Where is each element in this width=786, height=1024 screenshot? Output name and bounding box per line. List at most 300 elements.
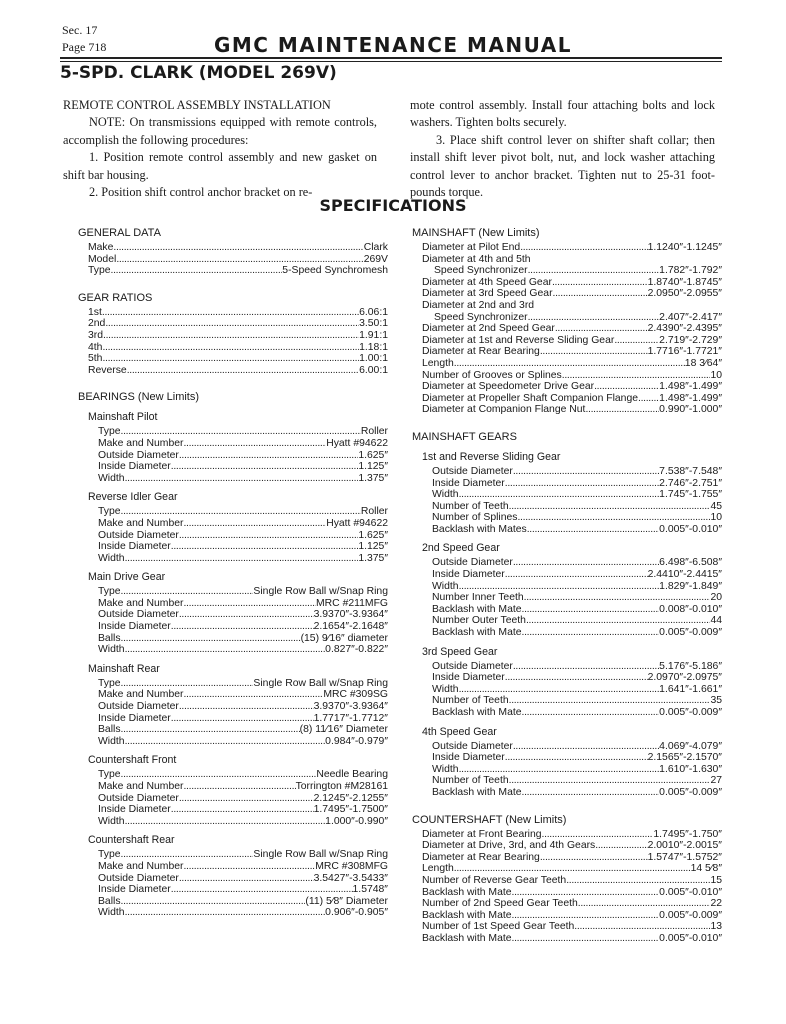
dot-leader xyxy=(595,840,647,852)
dot-leader xyxy=(125,553,359,565)
spec-label: Number Inner Teeth xyxy=(432,592,524,604)
spec-label: Width xyxy=(98,472,125,484)
spec-value: 2.1654″-2.1648″ xyxy=(313,621,388,633)
spec-label: Backlash with Mate xyxy=(422,909,512,921)
spec-row xyxy=(432,752,722,764)
spec-label: Width xyxy=(432,489,459,501)
dot-leader xyxy=(179,793,314,805)
spec-label: Outside Diameter xyxy=(432,465,513,477)
spec-value: 0.005″-0.010″ xyxy=(659,523,722,535)
spec-label: Balls xyxy=(98,724,121,736)
spec-label: Diameter at Rear Bearing xyxy=(422,851,540,863)
spec-row xyxy=(432,775,722,787)
spec-row xyxy=(422,898,722,910)
spec-label: Inside Diameter xyxy=(98,804,171,816)
dot-leader xyxy=(121,896,306,908)
dot-leader xyxy=(540,346,648,358)
spec-rows xyxy=(78,242,388,277)
spec-row xyxy=(432,466,722,478)
spec-rows xyxy=(412,242,722,416)
spec-value: 1.375″ xyxy=(358,472,388,484)
dot-leader xyxy=(528,265,660,277)
spec-label: Inside Diameter xyxy=(432,752,505,764)
spec-row xyxy=(432,592,722,604)
spec-row xyxy=(422,875,722,887)
spec-value: 35 xyxy=(710,695,722,707)
spec-group-heading: Main Drive Gear xyxy=(88,571,166,584)
dot-leader xyxy=(459,684,660,696)
spec-value: Needle Bearing xyxy=(316,769,388,781)
spec-label: Speed Synchronizer xyxy=(434,265,528,277)
dot-leader xyxy=(505,752,648,764)
spec-label: Diameter at Propeller Shaft Companion Flange xyxy=(422,392,639,404)
spec-label: Backlash with Mates xyxy=(432,523,527,535)
spec-label: 5th xyxy=(88,353,103,365)
spec-value: 0.984″-0.979″ xyxy=(325,735,388,747)
spec-value: 5.176″-5.186″ xyxy=(659,660,722,672)
spec-value: 1.641″-1.661″ xyxy=(659,683,722,695)
spec-value: 2.4390″-2.4395″ xyxy=(647,323,722,335)
dot-leader xyxy=(594,381,659,393)
spec-label: Backlash with Mate xyxy=(432,627,522,639)
dot-leader xyxy=(179,530,358,542)
spec-value: 1.7495″-1.7500″ xyxy=(313,804,388,816)
dot-leader xyxy=(522,707,660,719)
spec-group-heading: 2nd Speed Gear xyxy=(422,542,500,555)
dot-leader xyxy=(121,724,300,736)
spec-label: Width xyxy=(432,763,459,775)
spec-value: 0.990″-1.000″ xyxy=(659,404,722,416)
spec-row xyxy=(432,604,722,616)
spec-label: Inside Diameter xyxy=(98,541,171,553)
dot-leader xyxy=(171,804,314,816)
spec-value: 1.498″-1.499″ xyxy=(659,392,722,404)
spec-row xyxy=(98,553,388,565)
spec-label: Reverse xyxy=(88,364,127,376)
spec-label: Type xyxy=(98,506,121,518)
spec-row xyxy=(432,695,722,707)
spec-row xyxy=(422,829,722,841)
spec-value: Single Row Ball w/Snap Ring xyxy=(253,849,388,861)
dot-leader xyxy=(179,609,314,621)
dot-leader xyxy=(171,713,314,725)
spec-section-heading: BEARINGS (New Limits) xyxy=(78,391,200,404)
body-text-left xyxy=(63,97,377,201)
spec-row xyxy=(88,254,388,266)
spec-row xyxy=(432,627,722,639)
spec-value: 1.00:1 xyxy=(359,353,388,365)
spec-label: Backlash with Mate xyxy=(432,707,522,718)
dot-leader xyxy=(105,318,359,330)
dot-leader xyxy=(102,307,359,319)
dot-leader xyxy=(520,242,647,254)
spec-rows xyxy=(78,426,388,484)
dot-leader xyxy=(522,627,660,639)
spec-value: 6.00:1 xyxy=(359,364,388,376)
dot-leader xyxy=(125,907,326,919)
spec-row xyxy=(422,335,722,347)
spec-row xyxy=(98,644,388,656)
spec-row xyxy=(98,804,388,816)
dot-leader xyxy=(512,887,660,899)
spec-row xyxy=(98,861,388,873)
spec-row xyxy=(432,707,722,719)
spec-label: Balls xyxy=(98,895,121,907)
spec-label: Make and Number xyxy=(98,689,184,701)
dot-leader xyxy=(513,661,659,673)
dot-leader xyxy=(113,242,363,254)
body-paragraph: mote control assembly. Install four attaching bolts and lock washers. Tighten bolts securely. xyxy=(410,98,715,130)
dot-leader xyxy=(614,335,659,347)
spec-value: Roller xyxy=(360,506,388,518)
spec-label: Outside Diameter xyxy=(98,701,179,713)
spec-value: 1.7716″-1.7721″ xyxy=(647,346,722,358)
dot-leader xyxy=(183,438,326,450)
dot-leader xyxy=(127,365,359,377)
spec-row xyxy=(432,581,722,593)
spec-label: Number of Teeth xyxy=(432,775,509,787)
spec-value: 1.7495″-1.750″ xyxy=(653,828,722,840)
spec-label: Diameter at Drive, 3rd, and 4th Gears xyxy=(422,840,596,852)
spec-label: Inside Diameter xyxy=(432,569,505,581)
spec-value: 1.625″ xyxy=(358,449,388,461)
spec-rows xyxy=(78,678,388,748)
spec-section-heading: COUNTERSHAFT (New Limits) xyxy=(412,813,567,826)
dot-leader xyxy=(171,541,359,553)
spec-row xyxy=(98,781,388,793)
spec-label: Number of Teeth xyxy=(432,695,509,707)
body-paragraph: 1. Position remote control assembly and new gasket on shift bar housing. xyxy=(63,150,377,182)
dot-leader xyxy=(103,330,359,342)
spec-value: 2.0950″-2.0955″ xyxy=(647,288,722,300)
spec-label: Make and Number xyxy=(98,597,184,609)
page-number: Page 718 xyxy=(62,40,107,54)
dot-leader xyxy=(578,898,711,910)
spec-row xyxy=(422,840,722,852)
dot-leader xyxy=(505,478,659,490)
spec-label: Outside Diameter xyxy=(432,660,513,672)
dot-leader xyxy=(524,592,711,604)
dot-leader xyxy=(542,829,654,841)
spec-section-heading: GENERAL DATA xyxy=(78,227,161,239)
spec-label: Inside Diameter xyxy=(98,884,171,896)
spec-column-left xyxy=(78,226,388,919)
spec-row xyxy=(422,852,722,864)
dot-leader xyxy=(512,910,660,922)
spec-value: 1.5748″ xyxy=(352,884,388,896)
spec-section-heading: GEAR RATIOS xyxy=(78,291,153,304)
spec-value: 0.005″-0.009″ xyxy=(659,909,722,921)
spec-label: Diameter at Pilot End xyxy=(422,242,521,253)
dot-leader xyxy=(526,615,710,627)
spec-label: 3rd xyxy=(88,329,104,341)
spec-rows xyxy=(412,829,722,945)
spec-rows xyxy=(412,557,722,638)
header-rule xyxy=(60,57,722,59)
dot-leader xyxy=(553,288,648,300)
spec-group-heading: Countershaft Front xyxy=(88,754,177,767)
spec-value: 1.125″ xyxy=(358,461,388,473)
spec-value: 0.005″-0.009″ xyxy=(659,786,722,798)
spec-row xyxy=(422,288,722,300)
dot-leader xyxy=(509,501,711,513)
spec-label: Inside Diameter xyxy=(432,672,505,684)
dot-leader xyxy=(540,852,648,864)
spec-row xyxy=(422,921,722,933)
dot-leader xyxy=(121,586,254,598)
spec-rows xyxy=(78,849,388,919)
body-paragraph: 2. Position shift control anchor bracket on re- xyxy=(89,185,313,200)
spec-value: 1.5747″-1.5752″ xyxy=(647,851,722,863)
spec-label: Number of Grooves or Splines xyxy=(422,369,562,381)
spec-row xyxy=(98,518,388,530)
spec-value: Hyatt #94622 xyxy=(326,517,388,529)
spec-value: 3.5427″-3.5433″ xyxy=(313,872,388,884)
dot-leader xyxy=(171,884,353,896)
spec-value: 2.0970″-2.0975″ xyxy=(647,672,722,684)
spec-value: 269V xyxy=(363,253,388,265)
spec-row xyxy=(98,896,388,908)
spec-value: 2.746″-2.751″ xyxy=(659,477,722,489)
dot-leader xyxy=(509,695,711,707)
spec-row xyxy=(88,307,388,319)
spec-value: 2.1245″-2.1255″ xyxy=(313,792,388,804)
spec-row xyxy=(98,473,388,485)
spec-value: 0.005″-0.010″ xyxy=(659,886,722,898)
spec-row xyxy=(98,426,388,438)
spec-value: 6.06:1 xyxy=(359,306,388,318)
spec-label: Type xyxy=(98,677,121,689)
spec-group-heading: Countershaft Rear xyxy=(88,834,175,847)
spec-row xyxy=(98,713,388,725)
spec-label: Diameter at 1st and Reverse Sliding Gear xyxy=(422,334,615,346)
spec-value: 1.8740″-1.8745″ xyxy=(647,276,722,288)
spec-value: 1.18:1 xyxy=(359,341,388,353)
spec-row xyxy=(98,849,388,861)
spec-value: 1.375″ xyxy=(358,552,388,564)
spec-label: Diameter at 3rd Speed Gear xyxy=(422,288,553,300)
spec-value: Clark xyxy=(363,242,388,253)
spec-value: 1.1240″-1.1245″ xyxy=(647,242,722,253)
spec-value: 44 xyxy=(710,615,722,627)
spec-row xyxy=(432,524,722,536)
spec-row xyxy=(422,265,722,277)
spec-value: 45 xyxy=(710,500,722,512)
dot-leader xyxy=(513,466,659,478)
spec-row xyxy=(422,887,722,899)
spec-row xyxy=(98,701,388,713)
spec-label: Make and Number xyxy=(98,781,184,792)
spec-row xyxy=(432,741,722,753)
spec-label: Diameter at 2nd and 3rd xyxy=(422,299,535,311)
dot-leader xyxy=(121,678,254,690)
spec-row xyxy=(98,461,388,473)
spec-label: Diameter at 2nd Speed Gear xyxy=(422,323,555,335)
spec-row xyxy=(432,684,722,696)
spec-value: Roller xyxy=(360,426,388,438)
spec-label: Length xyxy=(422,357,454,369)
spec-row xyxy=(432,489,722,501)
dot-leader xyxy=(638,393,659,405)
spec-row xyxy=(98,541,388,553)
dot-leader xyxy=(527,524,659,536)
spec-value: 27 xyxy=(710,775,722,787)
dot-leader xyxy=(505,672,648,684)
spec-label: Number of Splines xyxy=(432,512,518,524)
body-paragraph: NOTE: On transmissions equipped with remote controls, accomplish the following procedures: xyxy=(63,115,377,147)
spec-value: 0.005″-0.009″ xyxy=(659,627,722,639)
spec-label: Outside Diameter xyxy=(98,529,179,541)
dot-leader xyxy=(121,633,301,645)
spec-row xyxy=(422,254,722,266)
spec-label: Diameter at 4th Speed Gear xyxy=(422,276,552,288)
section-number: Sec. 17 xyxy=(62,23,98,37)
spec-label: Balls xyxy=(98,632,121,644)
dot-leader xyxy=(183,861,315,873)
spec-value: 0.906″-0.905″ xyxy=(325,907,388,919)
spec-row xyxy=(98,586,388,598)
spec-label: Backlash with Mate xyxy=(422,886,512,898)
dot-leader xyxy=(125,473,359,485)
spec-row xyxy=(98,598,388,610)
dot-leader xyxy=(585,404,659,416)
dot-leader xyxy=(183,518,326,530)
spec-row xyxy=(432,557,722,569)
dot-leader xyxy=(121,506,361,518)
spec-row xyxy=(432,501,722,513)
dot-leader xyxy=(522,787,660,799)
spec-label: Number of 1st Speed Gear Teeth xyxy=(422,921,575,933)
spec-label: 4th xyxy=(88,341,103,353)
spec-row xyxy=(98,530,388,542)
chapter-title: 5-SPD. CLARK (MODEL 269V) xyxy=(60,63,337,83)
spec-label: Outside Diameter xyxy=(98,872,179,884)
spec-label: Number of Teeth xyxy=(432,500,509,512)
body-paragraph: REMOTE CONTROL ASSEMBLY INSTALLATION xyxy=(63,98,331,112)
spec-value: 13 xyxy=(710,921,722,933)
dot-leader xyxy=(459,489,660,501)
spec-value: 3.9370″-3.9364″ xyxy=(313,701,388,713)
spec-label: Make and Number xyxy=(98,517,184,529)
spec-label: Width xyxy=(98,735,125,747)
spec-label: Backlash with Mate xyxy=(422,932,512,944)
spec-value: 10 xyxy=(710,512,722,524)
spec-row xyxy=(98,907,388,919)
spec-row xyxy=(432,661,722,673)
spec-row xyxy=(88,265,388,277)
spec-label: Outside Diameter xyxy=(98,449,179,461)
spec-row xyxy=(432,478,722,490)
spec-row xyxy=(422,381,722,393)
spec-value: 2.719″-2.729″ xyxy=(659,334,722,346)
spec-row xyxy=(88,353,388,365)
spec-value: (8) 11⁄16″ Diameter xyxy=(299,724,388,736)
dot-leader xyxy=(111,265,283,277)
dot-leader xyxy=(555,323,648,335)
spec-value: 15 xyxy=(710,874,722,886)
spec-row xyxy=(98,438,388,450)
spec-label: Outside Diameter xyxy=(432,557,513,569)
spec-value: 6.498″-6.508″ xyxy=(659,557,722,569)
dot-leader xyxy=(179,701,314,713)
dot-leader xyxy=(179,450,358,462)
spec-value: 2.1565″-2.1570″ xyxy=(647,752,722,764)
spec-row xyxy=(98,506,388,518)
dot-leader xyxy=(171,461,359,473)
spec-label: Backlash with Mate xyxy=(432,603,522,615)
spec-label: Width xyxy=(98,552,125,564)
spec-value: 5-Speed Synchromesh xyxy=(282,265,388,277)
dot-leader xyxy=(116,254,363,266)
spec-row xyxy=(98,816,388,828)
spec-value: 0.005″-0.010″ xyxy=(659,932,722,944)
spec-row xyxy=(432,615,722,627)
spec-row xyxy=(422,370,722,382)
dot-leader xyxy=(183,598,316,610)
spec-value: 14 5⁄8″ xyxy=(690,863,722,875)
spec-label: 1st xyxy=(88,306,102,318)
spec-label: Width xyxy=(98,907,125,919)
spec-row xyxy=(88,330,388,342)
spec-row xyxy=(98,609,388,621)
spec-value: 1.829″-1.849″ xyxy=(659,580,722,592)
spec-label: Outside Diameter xyxy=(98,609,179,621)
spec-row xyxy=(98,689,388,701)
spec-rows xyxy=(412,661,722,719)
spec-value: MRC #309SG xyxy=(323,689,388,701)
spec-row xyxy=(98,621,388,633)
spec-row xyxy=(422,358,722,370)
spec-label: Outside Diameter xyxy=(98,792,179,804)
spec-row xyxy=(422,300,722,312)
spec-rows xyxy=(78,506,388,564)
dot-leader xyxy=(125,644,326,656)
spec-row xyxy=(88,365,388,377)
spec-value: (15) 9⁄16″ diameter xyxy=(300,632,388,644)
spec-value: (11) 5⁄8″ Diameter xyxy=(305,895,388,907)
spec-label: Inside Diameter xyxy=(432,477,505,489)
spec-label: Number Outer Teeth xyxy=(432,615,526,627)
spec-value: 0.008″-0.010″ xyxy=(659,603,722,615)
spec-label: Diameter at Front Bearing xyxy=(422,828,542,840)
spec-label: Type xyxy=(98,769,121,781)
spec-row xyxy=(98,724,388,736)
spec-label: Width xyxy=(98,644,125,656)
spec-row xyxy=(432,672,722,684)
spec-rows xyxy=(412,741,722,799)
spec-value: MRC #308MFG xyxy=(315,860,388,872)
spec-label: Number of 2nd Speed Gear Teeth xyxy=(422,898,578,910)
spec-row xyxy=(422,404,722,416)
dot-leader xyxy=(121,426,361,438)
spec-row xyxy=(98,678,388,690)
spec-value: 1.610″-1.630″ xyxy=(659,763,722,775)
spec-row xyxy=(98,450,388,462)
spec-value: 1.782″-1.792″ xyxy=(659,265,722,277)
dot-leader xyxy=(183,689,323,701)
dot-leader xyxy=(552,277,648,289)
spec-row xyxy=(88,318,388,330)
spec-label: 2nd xyxy=(88,318,106,330)
spec-value: 18 3⁄64″ xyxy=(684,357,722,369)
spec-group-heading: 4th Speed Gear xyxy=(422,725,497,738)
spec-row xyxy=(422,346,722,358)
dot-leader xyxy=(512,933,660,945)
spec-group-heading: 3rd Speed Gear xyxy=(422,645,498,658)
spec-value: 1.7717″-1.7712″ xyxy=(313,712,388,724)
spec-row xyxy=(422,277,722,289)
spec-value: 4.069″-4.079″ xyxy=(659,740,722,752)
